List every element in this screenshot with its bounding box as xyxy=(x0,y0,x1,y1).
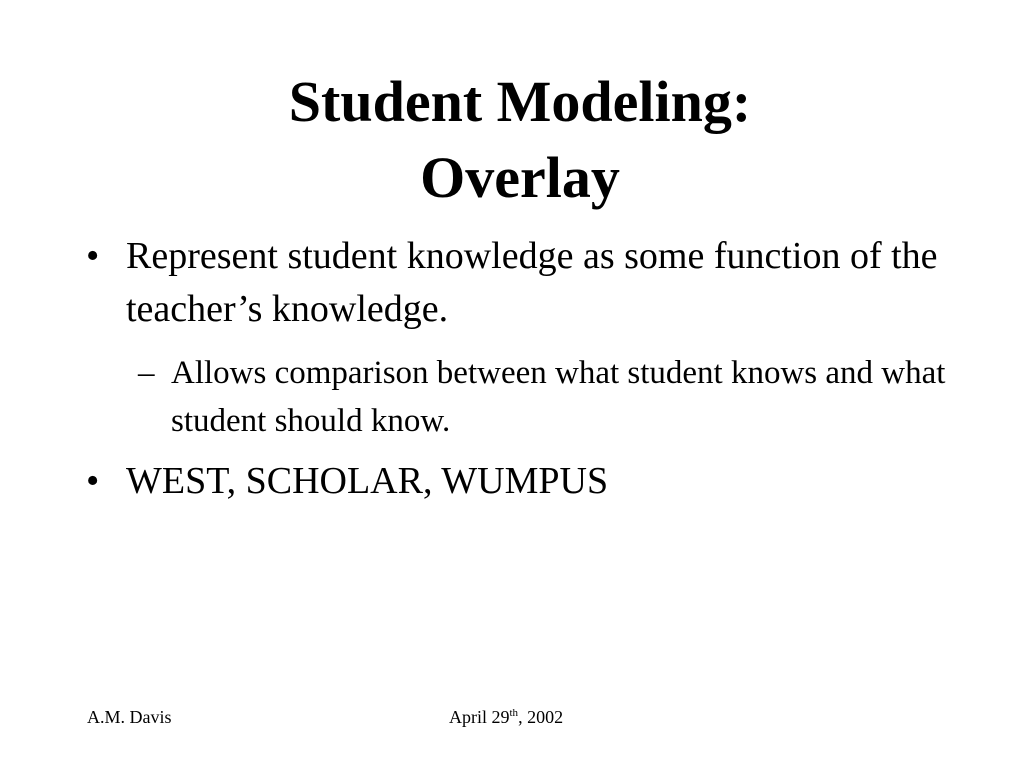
sub-bullet-marker: – xyxy=(138,355,155,391)
bullet-text: WEST, SCHOLAR, WUMPUS xyxy=(126,460,609,502)
bullet-text: Represent student knowledge as some function of the teacher’s knowledge. xyxy=(126,235,938,330)
bullet-item xyxy=(86,230,986,336)
footer-date-prefix: April 29 xyxy=(449,707,510,727)
bullet-marker: • xyxy=(86,235,100,277)
sub-bullet-item xyxy=(138,349,986,445)
bullet-item xyxy=(86,455,986,508)
slide-title-line-1: Student Modeling: xyxy=(288,69,752,134)
slide-title xyxy=(0,64,1024,216)
footer-date-ordinal: th xyxy=(509,707,519,719)
sub-bullet-text: Allows comparison between what student knows and what student should know. xyxy=(171,355,946,439)
bullet-marker: • xyxy=(86,460,100,502)
footer-author: A.M. Davis xyxy=(87,707,172,727)
slide-title-line-2: Overlay xyxy=(420,145,620,210)
slide-content xyxy=(86,230,986,508)
footer-date-year: , 2002 xyxy=(518,707,564,727)
footer-date xyxy=(449,707,563,728)
